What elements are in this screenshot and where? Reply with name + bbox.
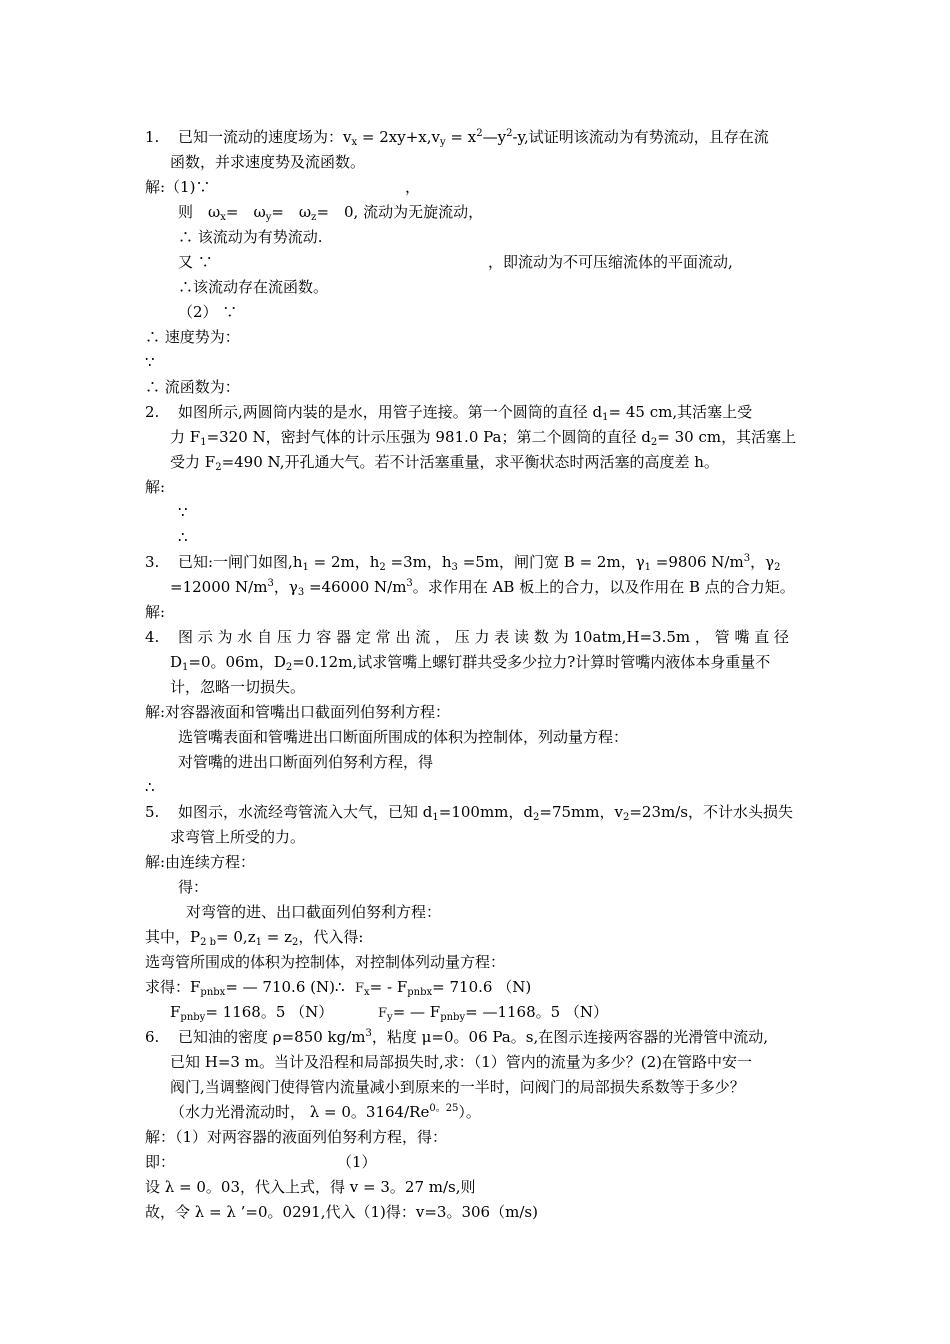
solution-1-velocity-potential: ∴ 速度势为： xyxy=(145,328,240,346)
problem-1-line-1: 已知一流动的速度场为：$v_x = 2xy+x,v_y$ = $x^2—y^2-y$,试证明该流动为有势流动，且存在流 xyxy=(178,128,769,148)
solution-1-irrotational: 则 $\omega_x=$ $\omega_y=$ $\omega_z=$ 0, 流动为无旋流动， xyxy=(178,203,484,223)
problem-3-line-2: =12000 $N/m^3$，$\gamma_3 =46000$ $N/m^3$。求作用在 AB 板上的合力，以及作用在 B 点的合力矩。 xyxy=(170,578,795,598)
problem-3-line-1: 已知:一闸门如图$,h_1 = 2m$，$h_2 =3m$，$h_3 =5m$，闸门宽 B = 2m，$\gamma_1 =9806$ $N/m^3$，$\gamma_2$ xyxy=(178,553,781,573)
solution-1-comma: ， xyxy=(405,178,421,196)
solution-1-part-2: （2） ∵ xyxy=(178,303,238,321)
solution-4-line-3: 对管嘴的进出口断面列伯努利方程，得 xyxy=(178,753,434,771)
problem-2-line-2: 力 $F_1=320$ N，密封气体的计示压强为 981.0 Pa；第二个圆筒的直径 $d_2= 30$ cm，其活塞上 xyxy=(170,428,797,448)
solution-1-potential: ∴ 该流动为有势流动. xyxy=(178,228,323,246)
solution-5-result-y: $F_{pnby}= 1168$。5 （N） xyxy=(170,1003,334,1023)
solution-1-incompressible: ，即流动为不可压缩流体的平面流动, xyxy=(488,253,733,271)
problem-6-line-2: 已知 H=3 m。当计及沿程和局部损失时,求：（1）管内的流量为多少？(2)在管路中安一 xyxy=(170,1053,753,1071)
solution-1-because: ∵ xyxy=(145,353,155,371)
problem-2-line-1: 如图所示,两圆筒内装的是水，用管子连接。第一个圆筒的直径 $d_1= 45$ cm,其活塞上受 xyxy=(178,403,753,423)
solution-5-continuity: 解:由连续方程： xyxy=(145,853,256,871)
solution-2-because: ∵ xyxy=(178,503,188,521)
solution-5-result-x: 求得：$F_{pnbx}=$ — 710.6 (N)∴ xyxy=(145,978,345,998)
solution-1-stream-function-label: ∴ 流函数为： xyxy=(145,378,240,396)
solution-6-line-4: 故，令 λ = λ ’=0。0291,代入（1)得：v=3。306（m/s) xyxy=(145,1203,538,1221)
solution-3-start: 解: xyxy=(145,603,166,621)
problem-6-line-4: （水力光滑流动时， λ = 0。$3164/Re^{0。25}$）。 xyxy=(170,1103,481,1121)
solution-6-line-1: 解：（1）对两容器的液面列伯努利方程，得： xyxy=(145,1128,448,1146)
problem-3-number: 3. xyxy=(145,553,160,571)
solution-5-where: 其中，$P_{2 b}= 0,z_1 = z_2$，代入得: xyxy=(145,928,364,948)
problem-4-line-3: 计，忽略一切损失。 xyxy=(170,678,306,696)
solution-5-obtain: 得： xyxy=(178,878,209,896)
solution-2-therefore: ∴ xyxy=(178,528,188,546)
problem-1-line-2: 函数，并求速度势及流函数。 xyxy=(170,153,366,171)
problem-6-line-3: 阀门,当调整阀门使得管内流量减小到原来的一半时，问阀门的局部损失系数等于多少？ xyxy=(170,1078,745,1096)
solution-6-line-3: 设 λ = 0。03，代入上式，得 v = 3。27 m/s,则 xyxy=(145,1178,476,1196)
problem-4-line-1: 图 示 为 水 自 压 力 容 器 定 常 出 流 ， 压 力 表 读 数 为 10atm,H=3.5m ， 管 嘴 直 径 xyxy=(178,628,789,646)
solution-6-equation-number: （1） xyxy=(337,1153,377,1171)
solution-2-start: 解: xyxy=(145,478,166,496)
solution-1-stream-function: ∴该流动存在流函数。 xyxy=(178,278,329,296)
problem-4-number: 4. xyxy=(145,628,160,646)
solution-4-therefore: ∴ xyxy=(145,778,155,796)
solution-1-also: 又 ∵ xyxy=(178,253,213,271)
solution-4-line-1: 解:对容器液面和管嘴出口截面列伯努利方程： xyxy=(145,703,451,721)
problem-5-number: 5. xyxy=(145,803,160,821)
problem-6-line-1: 已知油的密度 ρ=850 $kg/m^3$，粘度 μ=0。06 Pa。s,在图示连接两容器的光滑管中流动, xyxy=(178,1028,768,1046)
problem-1-number: 1. xyxy=(145,128,160,146)
problem-2-number: 2. xyxy=(145,403,160,421)
solution-4-line-2: 选管嘴表面和管嘴进出口断面所围成的体积为控制体，列动量方程： xyxy=(178,728,629,746)
problem-5-line-2: 求弯管上所受的力。 xyxy=(170,828,306,846)
problem-4-line-2: $D_1=0$。06m，$D_2=0.12m$,试求管嘴上螺钉群共受多少拉力?计算时管嘴内液体本身重量不 xyxy=(170,653,771,673)
problem-2-line-3: 受力 $F_2=490$ N,开孔通大气。若不计活塞重量，求平衡状态时两活塞的高度差 h。 xyxy=(170,453,719,473)
problem-6-number: 6. xyxy=(145,1028,160,1046)
solution-5-control-volume: 选弯管所围成的体积为控制体，对控制体列动量方程： xyxy=(145,953,506,971)
problem-5-line-1: 如图示，水流经弯管流入大气，已知 $d_1=100mm$，$d_2=75mm$，$v_2=23m/s$，不计水头损失 xyxy=(178,803,793,823)
solution-5-force-x: $F_x= - F_{pnbx}= 710.6$ （N) xyxy=(355,978,532,998)
solution-6-line-2: 即： xyxy=(145,1153,176,1171)
solution-5-force-y: $F_y=$ — $F_{pnby}=$ —1168。5 （N） xyxy=(378,1003,609,1023)
solution-5-bernoulli: 对弯管的进、出口截面列伯努利方程： xyxy=(186,903,442,921)
solution-1-start: 解:（1)∵ xyxy=(145,178,211,196)
